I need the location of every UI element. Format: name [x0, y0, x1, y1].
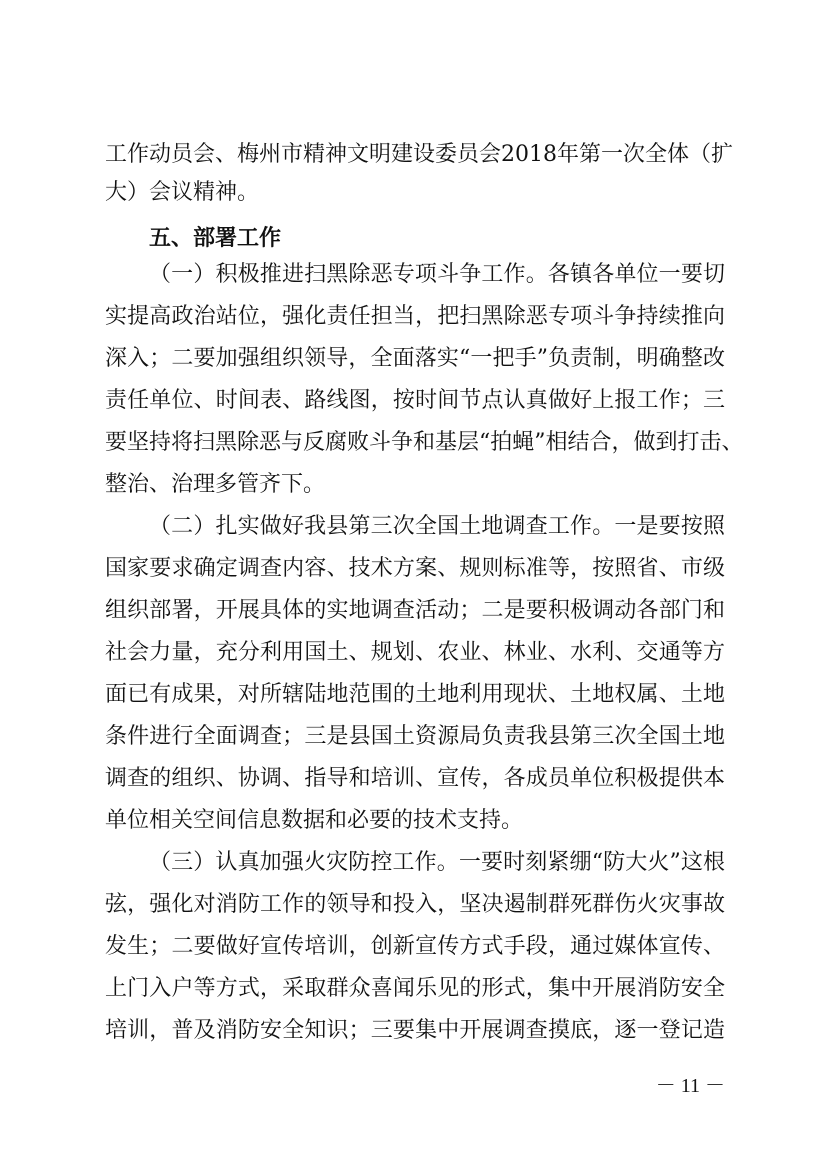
body-text-line: 要坚持将扫黑除恶与反腐败斗争和基层“拍蝇”相结合，做到打击、 [105, 430, 744, 455]
body-text-line: 整治、治理多管齐下。 [105, 472, 326, 497]
body-text-line: 弦，强化对消防工作的领导和投入，坚决遏制群死群伤火灾事故 [105, 892, 725, 917]
body-text-line: 组织部署，开展具体的实地调查活动；二是要积极调动各部门和 [105, 598, 725, 623]
body-text-line: 上门入户等方式，采取群众喜闻乐见的形式，集中开展消防安全 [105, 976, 725, 1001]
paragraph-first-line: （二）扎实做好我县第三次全国土地调查工作。一是要按照 [149, 514, 725, 539]
body-text-line: 深入；二要加强组织领导，全面落实“一把手”负责制，明确整改 [105, 346, 725, 371]
body-text-line: 国家要求确定调查内容、技术方案、规则标准等，按照省、市级 [105, 556, 725, 581]
body-text-line: 调查的组织、协调、指导和培训、宣传，各成员单位积极提供本 [105, 766, 725, 791]
body-text-line: 发生；二要做好宣传培训，创新宣传方式手段，通过媒体宣传、 [105, 934, 725, 959]
body-text-line: 单位相关空间信息数据和必要的技术支持。 [105, 808, 524, 833]
body-text-line: 社会力量，充分利用国土、规划、农业、林业、水利、交通等方 [105, 640, 725, 665]
paragraph-first-line: （三）认真加强火灾防控工作。一要时刻紧绷“防大火”这根 [149, 850, 725, 875]
body-text-line: 面已有成果，对所辖陆地范围的土地利用现状、土地权属、土地 [105, 682, 725, 707]
paragraph-first-line: （一）积极推进扫黑除恶专项斗争工作。各镇各单位一要切 [149, 262, 725, 287]
body-text-line: 实提高政治站位，强化责任担当，把扫黑除恶专项斗争持续推向 [105, 304, 725, 329]
body-text-line: 工作动员会、梅州市精神文明建设委员会2018年第一次全体（扩 [105, 142, 733, 167]
body-text-line: 培训，普及消防安全知识；三要集中开展调查摸底，逐一登记造 [105, 1018, 725, 1043]
body-text-line: 条件进行全面调查；三是县国土资源局负责我县第三次全国土地 [105, 724, 725, 749]
body-text-line: 责任单位、时间表、路线图，按时间节点认真做好上报工作；三 [105, 388, 725, 413]
section-heading: 五、部署工作 [149, 226, 282, 251]
body-text-line: 大）会议精神。 [105, 180, 260, 205]
page-number: － 11 － [655, 1075, 725, 1097]
